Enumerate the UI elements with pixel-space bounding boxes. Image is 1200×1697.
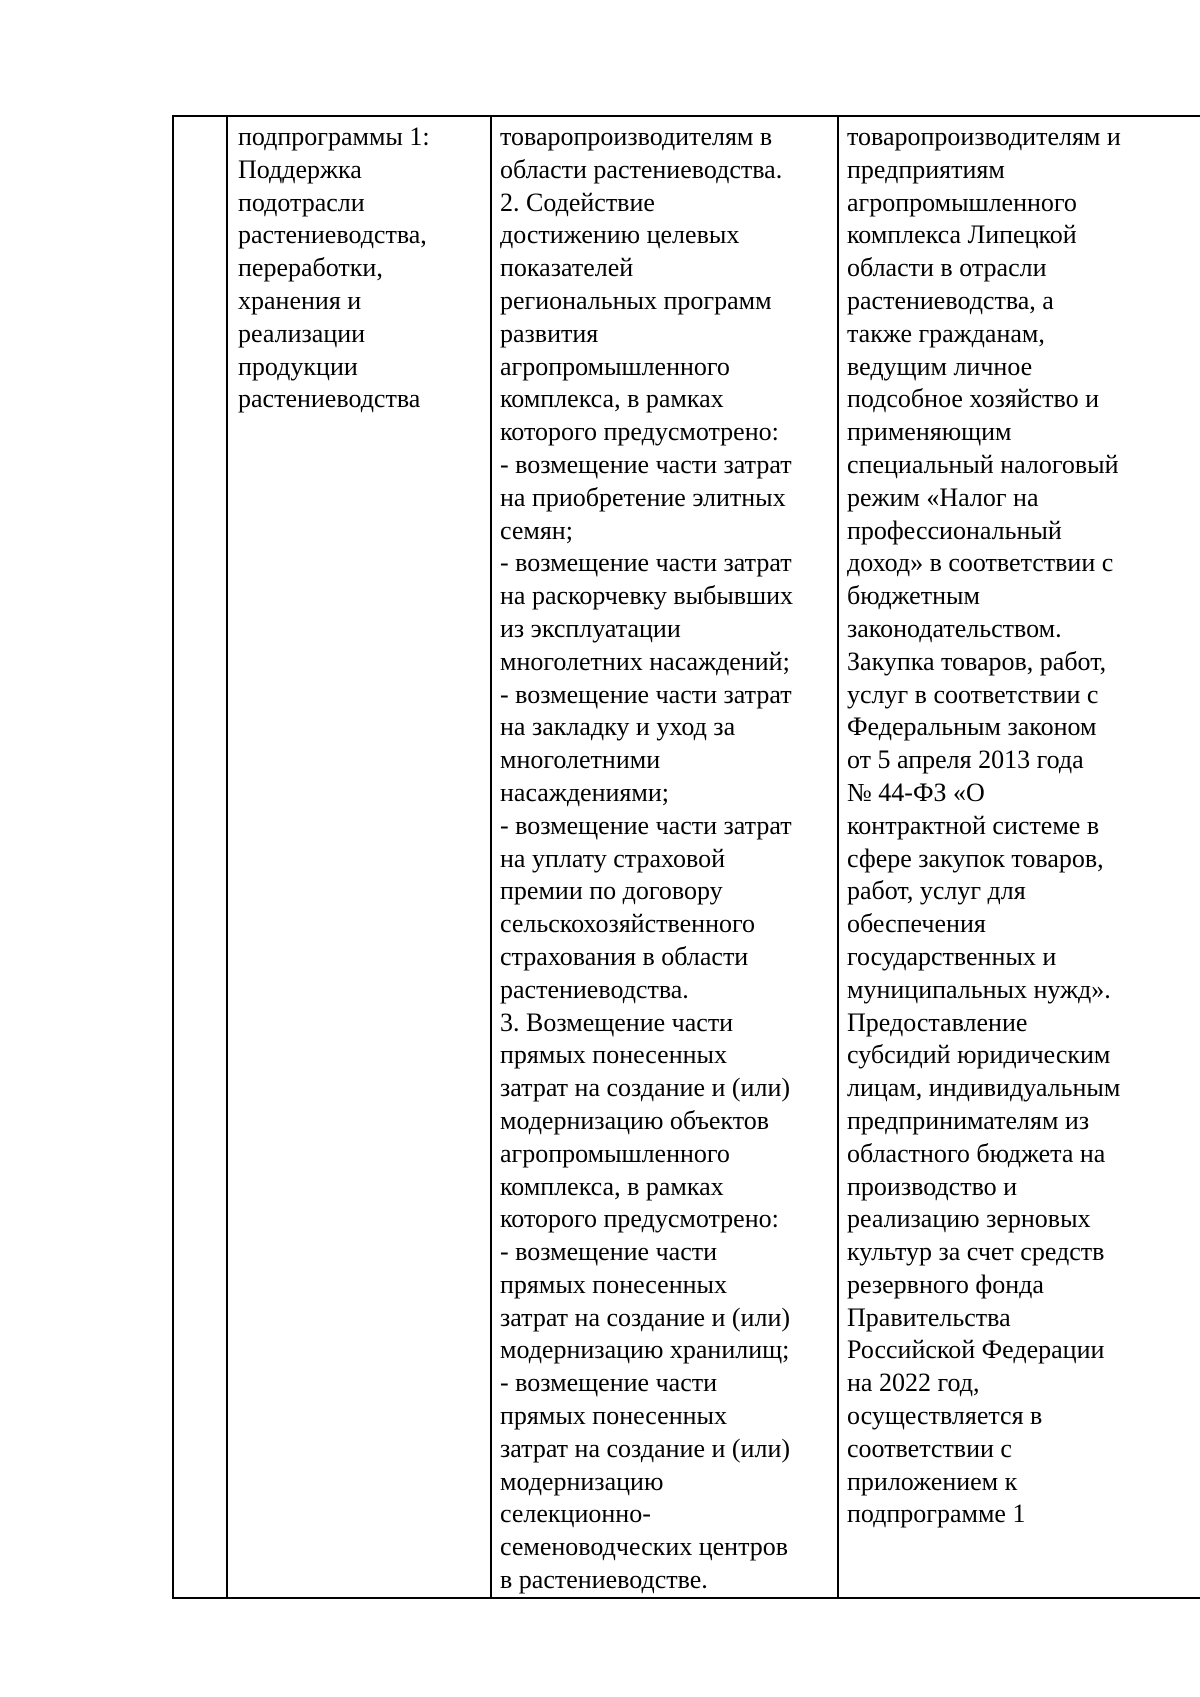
- text-line: в растениеводстве.: [500, 1565, 708, 1595]
- text-line: соответствии с: [847, 1433, 1012, 1463]
- text-line: 3. Возмещение части: [500, 1007, 734, 1037]
- text-line: Правительства: [847, 1302, 1011, 1332]
- text-line: селекционно-: [500, 1499, 651, 1529]
- text-line: приложением к: [847, 1466, 1018, 1496]
- text-line: законодательством.: [847, 613, 1062, 643]
- row-number: [174, 117, 226, 121]
- text-line: на уплату страховой: [500, 843, 726, 873]
- text-line: на приобретение элитных: [500, 482, 786, 512]
- text-line: сельскохозяйственного: [500, 909, 755, 939]
- text-line: доход» в соответствии с: [847, 548, 1114, 578]
- text-line: показателей: [500, 253, 634, 283]
- text-line: многолетними: [500, 745, 661, 775]
- text-line: модернизацию: [500, 1466, 664, 1496]
- text-line: Федеральным законом: [847, 712, 1097, 742]
- text-line: затрат на создание и (или): [500, 1302, 791, 1332]
- text-line: комплекса, в рамках: [500, 1171, 724, 1201]
- text-line: сфере закупок товаров,: [847, 843, 1104, 873]
- text-line: - возмещение части затрат: [500, 810, 792, 840]
- text-line: модернизацию хранилищ;: [500, 1335, 790, 1365]
- text-line: Российской Федерации: [847, 1335, 1105, 1365]
- text-line: Предоставление: [847, 1007, 1028, 1037]
- table-row: [173, 116, 1200, 1598]
- text-line: региональных программ: [500, 285, 772, 315]
- text-line: производство и: [847, 1171, 1018, 1201]
- text-line: которого предусмотрено:: [500, 1204, 779, 1234]
- subprogram-name-cell: [227, 116, 491, 1598]
- text-line: которого предусмотрено:: [500, 417, 779, 447]
- text-line: подпрограмме 1: [847, 1499, 1026, 1529]
- text-line: страхования в области: [500, 941, 749, 971]
- text-line: применяющим: [847, 417, 1012, 447]
- text-line: агропромышленного: [500, 1138, 730, 1168]
- row-number-cell: [173, 116, 227, 1598]
- document-table: [172, 115, 1200, 1599]
- text-line: реализации: [238, 318, 366, 348]
- text-line: растениеводства, а: [847, 285, 1054, 315]
- text-line: субсидий юридическим: [847, 1040, 1111, 1070]
- text-line: - возмещение части затрат: [500, 548, 792, 578]
- text-line: Закупка товаров, работ,: [847, 646, 1107, 676]
- text-line: семян;: [500, 515, 573, 545]
- text-line: товаропроизводителям в: [500, 122, 773, 151]
- text-line: прямых понесенных: [500, 1269, 728, 1299]
- text-line: подсобное хозяйство и: [847, 384, 1100, 414]
- text-line: подотрасли: [238, 187, 365, 217]
- text-line: от 5 апреля 2013 года: [847, 745, 1084, 775]
- text-line: Поддержка: [238, 154, 362, 184]
- text-line: затрат на создание и (или): [500, 1073, 791, 1103]
- text-line: подпрограммы 1:: [238, 122, 430, 151]
- text-line: премии по договору: [500, 876, 723, 906]
- text-line: агропромышленного: [847, 187, 1077, 217]
- text-line: на раскорчевку выбывших: [500, 581, 794, 611]
- subprogram-name-text: [228, 117, 490, 416]
- text-line: - возмещение части: [500, 1368, 718, 1398]
- text-line: хранения и: [238, 285, 362, 315]
- text-line: ведущим личное: [847, 351, 1033, 381]
- text-line: прямых понесенных: [500, 1040, 728, 1070]
- mechanism-text: [839, 117, 1200, 1531]
- text-line: товаропроизводителям и: [847, 122, 1121, 151]
- text-line: предпринимателям из: [847, 1105, 1090, 1135]
- tasks-text: [492, 117, 837, 1597]
- text-line: государственных и: [847, 941, 1057, 971]
- text-line: обеспечения: [847, 909, 986, 939]
- text-line: услуг в соответствии с: [847, 679, 1099, 709]
- text-line: прямых понесенных: [500, 1401, 728, 1431]
- text-line: осуществляется в: [847, 1401, 1043, 1431]
- text-line: семеноводческих центров: [500, 1532, 789, 1562]
- text-line: предприятиям: [847, 154, 1005, 184]
- text-line: области в отрасли: [847, 253, 1047, 283]
- text-line: продукции: [238, 351, 358, 381]
- text-line: № 44-ФЗ «О: [847, 777, 985, 807]
- text-line: многолетних насаждений;: [500, 646, 790, 676]
- text-line: специальный налоговый: [847, 449, 1119, 479]
- text-line: реализацию зерновых: [847, 1204, 1091, 1234]
- text-line: - возмещение части: [500, 1237, 718, 1267]
- text-line: работ, услуг для: [847, 876, 1026, 906]
- mechanism-cell: [838, 116, 1200, 1598]
- text-line: бюджетным: [847, 581, 980, 611]
- text-line: лицам, индивидуальным: [847, 1073, 1121, 1103]
- text-line: на 2022 год,: [847, 1368, 980, 1398]
- text-line: областного бюджета на: [847, 1138, 1106, 1168]
- text-line: режим «Налог на: [847, 482, 1039, 512]
- text-line: комплекса Липецкой: [847, 220, 1077, 250]
- text-line: контрактной системе в: [847, 810, 1100, 840]
- text-line: профессиональный: [847, 515, 1062, 545]
- text-line: муниципальных нужд».: [847, 974, 1111, 1004]
- text-line: развития: [500, 318, 599, 348]
- text-line: на закладку и уход за: [500, 712, 736, 742]
- text-line: затрат на создание и (или): [500, 1433, 791, 1463]
- text-line: агропромышленного: [500, 351, 730, 381]
- text-line: комплекса, в рамках: [500, 384, 724, 414]
- text-line: из эксплуатации: [500, 613, 681, 643]
- text-line: растениеводства: [238, 384, 421, 414]
- text-line: насаждениями;: [500, 777, 669, 807]
- text-line: культур за счет средств: [847, 1237, 1105, 1267]
- text-line: растениеводства.: [500, 974, 689, 1004]
- text-line: - возмещение части затрат: [500, 449, 792, 479]
- text-line: резервного фонда: [847, 1269, 1044, 1299]
- text-line: модернизацию объектов: [500, 1105, 770, 1135]
- text-line: достижению целевых: [500, 220, 740, 250]
- tasks-cell: [491, 116, 838, 1598]
- text-line: также гражданам,: [847, 318, 1045, 348]
- text-line: растениеводства,: [238, 220, 427, 250]
- text-line: 2. Содействие: [500, 187, 655, 217]
- text-line: - возмещение части затрат: [500, 679, 792, 709]
- text-line: области растениеводства.: [500, 154, 783, 184]
- text-line: переработки,: [238, 253, 383, 283]
